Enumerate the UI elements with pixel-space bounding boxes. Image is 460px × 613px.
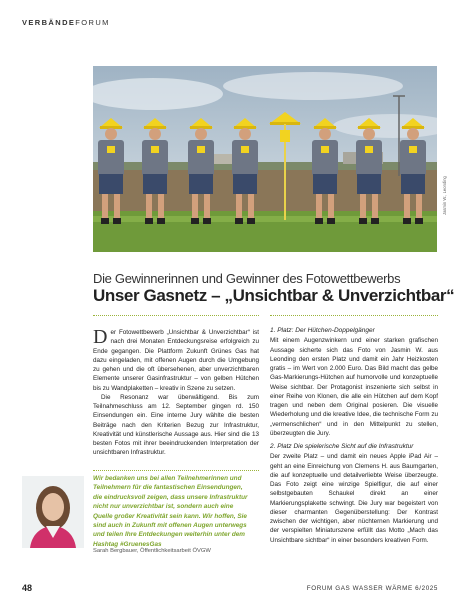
pull-quote: Wir bedanken uns bei allen Teilnehmerinnen und Teilnehmern für die fantastischen Einsendungen, die eindrucksvoll zeigen, dass unsere Infrastruktur nicht nur unverzichtbar ist, sondern auch eine Quelle großer Kreativität sein kann. Wir hoffen, Sie sind auch in Zukunft mit offenen Augen unterwegs und teilen Ihre Entdeckungen weiterhin unter dem Hashtag #GruenesGas xyxy=(93,475,248,548)
section-header xyxy=(22,18,110,27)
right-paragraph-2: Der zweite Platz – und damit ein neues Apple iPad Air – geht an eine Einreichung von Clemens H. aus Baumgarten, die auf konzeptuelle und detailverliebte Weise überzeugte. Das Foto zeigt eine winzige Spielfigur, die auf einer selbstgebauten Schaukel direkt an einer Markierungsplakette schwingt. Die Jury war begeistert von dieser charmanten Gegenüberstellung: Der Kontrast zwischen der wichtigen, aber nüchternen Markierung und der verspielten Miniaturszene erfüllt das Motto „Mach das Unsichtbare sichtbar“ in einer besonders kreativen Form. xyxy=(270,453,438,544)
divider-right xyxy=(270,315,438,316)
left-paragraph-2: Die Resonanz war überwältigend. Bis zum Teilnahmeschluss am 12. September gingen rd. 150 Einsendungen ein. Eine interne Jury wählte die besten Beiträge nach den Kriterien Bezug zur Infrastruktur, Kreativität und künstlerische Aussage aus. Hier sind die 13 besten Fotos mit ihrer beeindruckenden Interpretation der unsichtbaren Infrastruktur. xyxy=(93,393,259,457)
quote-source: Sarah Bergbauer, Öffentlichkeitsarbeit ÖVGW xyxy=(93,548,211,554)
right-column xyxy=(270,326,438,545)
dropcap: D xyxy=(93,326,108,348)
article-title: Unser Gasnetz – „Unsichtbar & Unverzichtbar“ xyxy=(93,286,455,305)
publication-title: FORUM GAS WASSER WÄRME 6/2025 xyxy=(306,585,438,592)
section-heading-1: 1. Platz: Der Hütchen-Doppelgänger xyxy=(270,327,375,334)
photo-credit: Jasmin W., Leonding xyxy=(442,176,447,215)
section-label-light: FORUM xyxy=(75,18,110,27)
portrait-photo xyxy=(22,476,84,548)
divider-left xyxy=(93,315,259,316)
article-overline: Die Gewinnerinnen und Gewinner des Fotowettbewerbs xyxy=(93,271,401,286)
left-column xyxy=(93,328,259,458)
right-paragraph-1: Mit einem Augenzwinkern und einer starken grafischen Aussage sicherte sich das Foto von Jasmin W. aus Leonding den ersten Platz und damit ein Jahr Heizkosten gratis – im Wert von 2.000 Euro. Das Bild macht das gelbe Gas-Markierungs-Hütchen auf humorvolle und konzeptuelle Weise sichtbar. Der Protagonist inszenierte sich selbst in einer Reihe von Klonen, die alle ein Hütchen auf dem Kopf tragen und neben dem Original posieren. Die visuelle Wiederholung und die kreative Idee, die technische Form zu „vermenschlichen“ und in den Mittelpunkt zu stellen, überzeugten die Jury. xyxy=(270,337,438,437)
page-number: 48 xyxy=(22,583,33,593)
section-label-bold: VERBÄNDE xyxy=(22,18,76,27)
section-heading-2: 2. Platz Die spielerische Sicht auf die Infrastruktur xyxy=(270,443,414,450)
winning-photo xyxy=(93,66,437,252)
quote-divider xyxy=(93,470,259,471)
left-paragraph-1: er Fotowettbewerb „Unsichtbar & Unverzichtbar“ ist nach drei Monaten Entdeckungsreise erfolgreich zu Ende gegangen. Die Plattform Zukunft Grünes Gas hat dazu eingeladen, mit offenen Augen durch die Umgebung zu gehen und die oft übersehenen, aber unverzichtbaren Elemente unserer Gasinfrastruktur – von gelben Hütchen bis zu Wandplaketten – kreativ in Szene zu setzen. xyxy=(93,329,259,392)
